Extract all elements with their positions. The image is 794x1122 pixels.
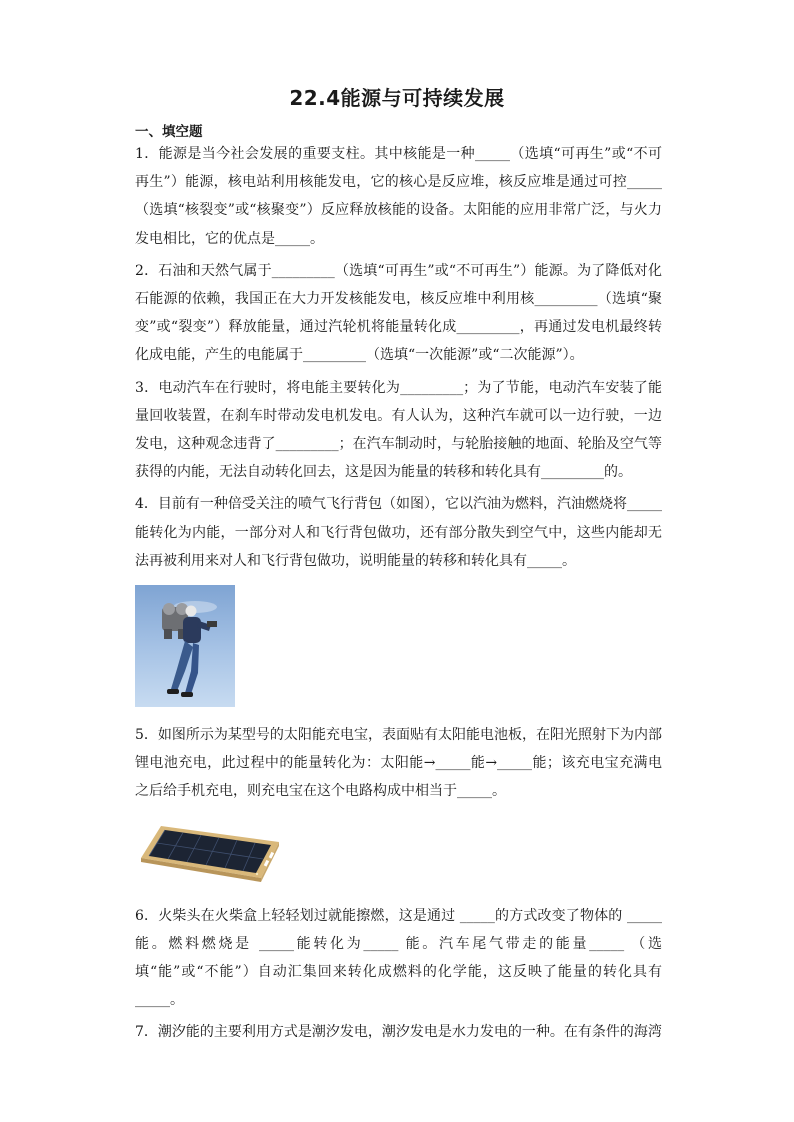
question-text: 2．石油和天然气属于_________（选填“可再生”或“不可再生”）能源。为了降低对化石能源的依赖，我国正在大力开发核能发电，核反应堆中利用核_________（选填“聚变”或“裂变”）释放能量，通过汽轮机将能量转化成_________，再通过发电机最终转化成电能，产生的电能属于_________（选填“一次能源”或“二次能源”）。	[135, 262, 662, 364]
question-4	[135, 490, 662, 707]
question-text: 3．电动汽车在行驶时，将电能主要转化为_________；为了节能，电动汽车安装了能量回收装置，在刹车时带动发电机发电。有人认为，这种汽车就可以一边行驶，一边发电，这种观念违背了_________；在汽车制动时，与轮胎接触的地面、轮胎及空气等获得的内能，无法自动转化回去，这是因为能量的转移和转化具有_________的。	[135, 379, 662, 481]
solar-powerbank-photo	[135, 818, 283, 884]
solar-powerbank-icon	[135, 818, 283, 884]
question-1	[135, 140, 662, 253]
question-text: 6．火柴头在火柴盒上轻轻划过就能擦燃，这是通过 _____的方式改变了物体的 _____能。燃料燃烧是 _____能转化为_____ 能。汽车尾气带走的能量_____ （选填“能”或“不能”）自动汇集回来转化成燃料的化学能，这反映了能量的转化具有 _____。	[135, 907, 662, 1009]
jetpack-photo	[135, 585, 235, 707]
question-text: 5．如图所示为某型号的太阳能充电宝，表面贴有太阳能电池板，在阳光照射下为内部锂电池充电，此过程中的能量转化为：太阳能→_____能→_____能；该充电宝充满电之后给手机充电，则充电宝在这个电路构成中相当于_____。	[135, 727, 662, 800]
jetpack-figure-icon	[135, 585, 235, 707]
question-5	[135, 721, 662, 884]
section-heading: 一、填空题	[135, 124, 203, 140]
question-7	[135, 1018, 662, 1046]
question-text: 1．能源是当今社会发展的重要支柱。其中核能是一种_____（选填“可再生”或“不可再生”）能源，核电站利用核能发电，它的核心是反应堆，核反应堆是通过可控_____（选填“核裂变”或“核聚变”）反应释放核能的设备。太阳能的应用非常广泛，与火力发电相比，它的优点是_____。	[135, 146, 662, 247]
question-text: 7．潮汐能的主要利用方式是潮汐发电，潮汐发电是水力发电的一种。在有条件的海湾	[135, 1024, 662, 1041]
question-6	[135, 902, 662, 1015]
question-text: 4．目前有一种倍受关注的喷气飞行背包（如图），它以汽油为燃料，汽油燃烧将_____能转化为内能，一部分对人和飞行背包做功，还有部分散失到空气中，这些内能却无法再被利用来对人和飞行背包做功，说明能量的转移和转化具有_____。	[135, 496, 662, 569]
page-title: 22.4能源与可持续发展	[289, 86, 505, 110]
question-3	[135, 374, 662, 487]
question-2	[135, 257, 662, 370]
question-list	[135, 140, 662, 1051]
